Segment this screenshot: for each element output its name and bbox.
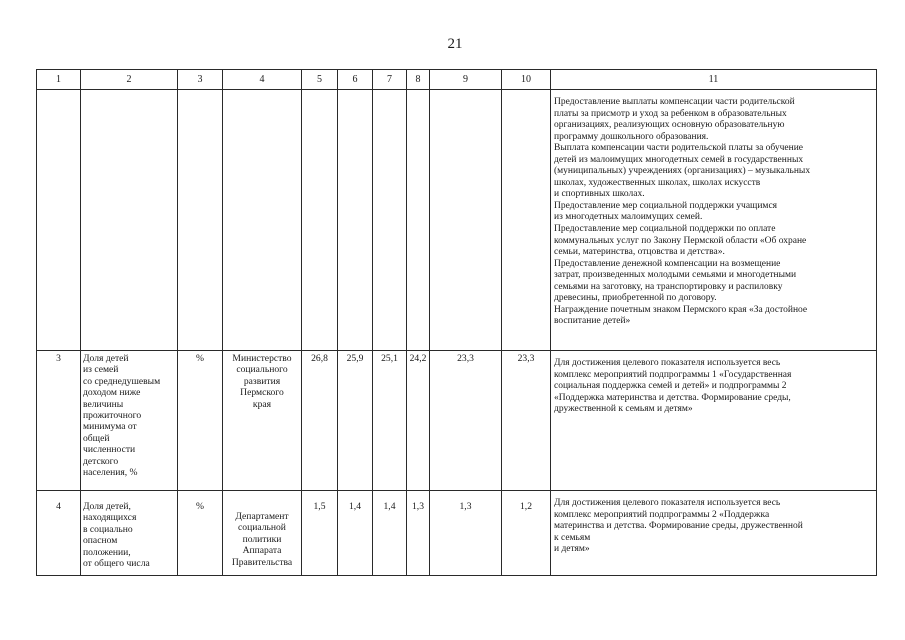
header-col-2: 2	[81, 70, 178, 90]
value-col-8: 24,2	[409, 353, 427, 364]
header-col-5: 5	[302, 70, 338, 90]
indicator-name: Доля детей из семей со среднедушевым доходом ниже величины прожиточного минимума от общей численности детского населения, %	[83, 353, 161, 479]
value-col-8: 1,3	[412, 501, 424, 512]
row-number: 4	[56, 501, 61, 512]
unit: %	[196, 353, 204, 364]
header-row	[37, 70, 877, 90]
value-col-7: 1,4	[383, 501, 396, 512]
value-col-6: 1,4	[349, 501, 361, 512]
table-row-continuation	[37, 90, 877, 351]
executor: Департамент социальной политики Аппарата Правительства	[231, 511, 293, 568]
header-col-4: 4	[223, 70, 302, 90]
header-col-8: 8	[407, 70, 430, 90]
indicator-table	[36, 69, 877, 576]
executor: Министерство социального развития Пермского края	[232, 353, 292, 410]
value-col-7: 25,1	[381, 353, 398, 364]
header-col-6: 6	[338, 70, 373, 90]
page-number: 21	[447, 36, 463, 52]
value-col-5: 1,5	[313, 501, 326, 512]
value-col-10: 1,2	[520, 501, 532, 512]
header-col-7: 7	[373, 70, 407, 90]
header-col-10: 10	[502, 70, 551, 90]
indicator-name: Доля детей, находящихся в социально опасном положении, от общего числа	[83, 501, 150, 570]
note: Для достижения целевого показателя используется весь комплекс мероприятий подпрограммы 2 «Поддержка материнства и детства. Формирование среды, дружественной к семьям и детям»	[554, 498, 803, 555]
value-col-9: 23,3	[457, 353, 474, 364]
header-col-1: 1	[37, 70, 81, 90]
header-col-3: 3	[178, 70, 223, 90]
table-row	[37, 491, 877, 576]
row-number: 3	[56, 353, 61, 364]
table-row	[37, 351, 877, 491]
unit: %	[196, 501, 204, 512]
value-col-10: 23,3	[517, 353, 535, 364]
note: Для достижения целевого показателя используется весь комплекс мероприятий подпрограммы 1 «Государственная социальная поддержка семей и детей» и подпрограммы 2 «Поддержка материнства и детства. Формирование среды, дружественной к семьям и детям»	[554, 358, 792, 415]
value-col-6: 25,9	[346, 353, 364, 364]
measures-text: Предоставление выплаты компенсации части родительской платы за присмотр и уход за ребенком в образовательных организациях, реализующих основную образовательную программу дошкольного образования. Выплата компенсации части родительской платы за обучение детей из малоимущих многодетных семей в государственных (муниципальных) учреждениях (организациях) – музыкальных школах, художественных школах, школах искусств и спортивных школах. Предоставление мер социальной поддержки учащимся из многодетных малоимущих семей. Предоставление мер социальной поддержки по оплате коммунальных услуг по Закону Пермской области «Об охране семьи, материнства, отцовства и детства». Предоставление денежной компенсации на возмещение затрат, произведенных молодыми семьями и многодетными семьями на заготовку, на транспортировку и распиловку древесины, приобретенной по договору. Награждение почетным знаком Пермского края «За достойное воспитание детей»	[554, 97, 811, 327]
value-col-9: 1,3	[459, 501, 472, 512]
header-col-9: 9	[430, 70, 502, 90]
value-col-5: 26,8	[311, 353, 328, 364]
header-col-11: 11	[551, 70, 877, 90]
